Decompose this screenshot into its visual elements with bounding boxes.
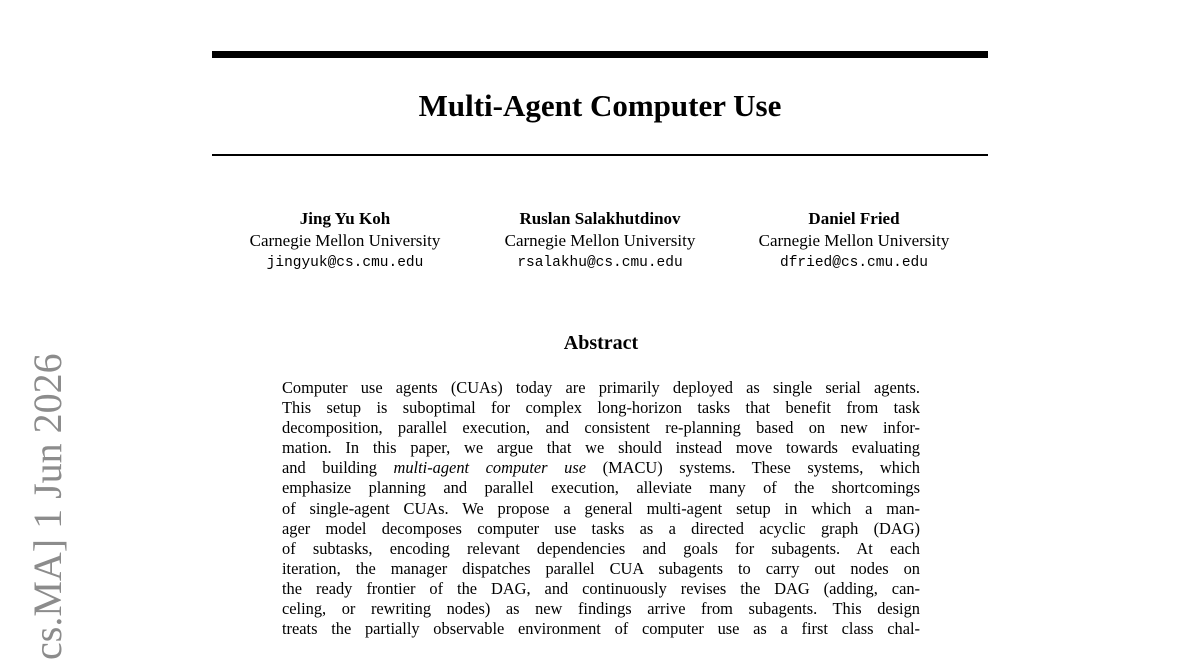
- paper-title: Multi-Agent Computer Use: [418, 88, 782, 123]
- author-email: rsalakhu@cs.cmu.edu: [517, 255, 683, 271]
- author-email: dfried@cs.cmu.edu: [780, 255, 928, 271]
- abstract-line: Computer use agents (CUAs) today are primarily deployed as single serial agents.: [282, 378, 920, 397]
- abstract-line: the ready frontier of the DAG, and continuously revises the DAG (adding, can-: [282, 578, 920, 598]
- abstract-line: decomposition, parallel execution, and consistent re-planning based on new infor-: [282, 418, 920, 438]
- abstract-heading: Abstract: [563, 332, 639, 354]
- abstract-line: treats the partially observable environment of computer use as a first class chal-: [282, 619, 920, 639]
- author-block: [470, 208, 730, 274]
- abstract-line: This setup is suboptimal for complex long-horizon tasks that benefit from task: [282, 398, 920, 418]
- author-affiliation: Carnegie Mellon University: [504, 231, 696, 250]
- author-block: [724, 208, 984, 274]
- abstract-line: of subtasks, encoding relevant dependencies and goals for subagents. At each: [282, 538, 920, 558]
- abstract-line: [282, 458, 920, 478]
- author-name: Ruslan Salakhutdinov: [519, 209, 681, 228]
- author-name: Daniel Fried: [808, 209, 900, 228]
- title-bottom-rule: [212, 154, 988, 156]
- author-affiliation: Carnegie Mellon University: [758, 231, 950, 250]
- author-email: jingyuk@cs.cmu.edu: [266, 255, 424, 271]
- arxiv-stamp: cs.MA] 1 Jun 2026: [25, 353, 70, 660]
- abstract-line: of single-agent CUAs. We propose a general multi-agent setup in which a man-: [282, 498, 920, 518]
- abstract-line: mation. In this paper, we argue that we should instead move towards evaluating: [282, 438, 920, 458]
- title-top-rule: [212, 51, 988, 58]
- abstract-text: and building: [282, 458, 394, 478]
- author-name: Jing Yu Koh: [299, 209, 391, 228]
- author-affiliation: Carnegie Mellon University: [249, 231, 441, 250]
- abstract-body: [282, 378, 920, 639]
- abstract-emphasis: multi-agent computer use: [393, 458, 587, 478]
- abstract-line: emphasize planning and parallel execution, alleviate many of the shortcomings: [282, 478, 920, 498]
- abstract-line: ager model decomposes computer use tasks as a directed acyclic graph (DAG): [282, 518, 920, 538]
- abstract-line: iteration, the manager dispatches parallel CUA subagents to carry out nodes on: [282, 558, 920, 578]
- abstract-line: celing, or rewriting nodes) as new findings arrive from subagents. This design: [282, 599, 920, 619]
- author-block: [215, 208, 475, 274]
- abstract-text: (MACU) systems. These systems, which: [586, 458, 920, 478]
